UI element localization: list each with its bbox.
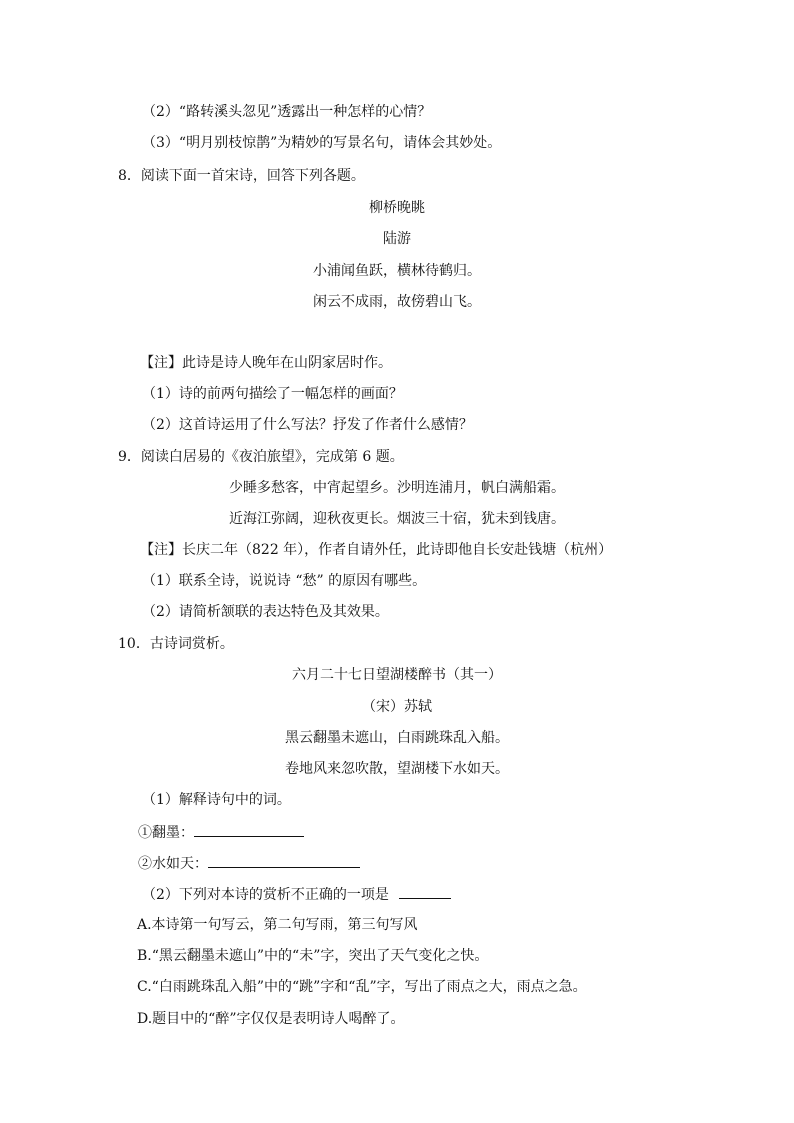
q7-sub-question-3: （3）“明月别枝惊鹊”为精妙的写景名句，请体会其妙处。	[142, 135, 502, 151]
answer-blank-2[interactable]	[208, 853, 360, 868]
q8-sub-question-1: （1）诗的前两句描绘了一幅怎样的画面？	[142, 386, 403, 402]
q8-poem-title: 柳桥晚眺	[369, 200, 425, 216]
q10-sub-question-2	[142, 884, 451, 904]
q10-poem-line-2: 卷地风来忽吹散，望湖楼下水如天。	[285, 761, 509, 777]
q10-sub-question-1: （1）解释诗句中的词。	[142, 792, 291, 808]
q9-poem-line-1: 少睡多愁客，中宵起望乡。沙明连浦月，帆白满船霜。	[229, 480, 565, 496]
q7-sub-question-2: （2）“路转溪头忽见”透露出一种怎样的心情？	[142, 104, 432, 120]
q10-option-c: C.“白雨跳珠乱入船”中的“跳”字和“乱”字，写出了雨点之大，雨点之急。	[137, 979, 587, 995]
q8-note: 【注】此诗是诗人晚年在山阴家居时作。	[140, 355, 392, 371]
q9-poem-line-2: 近海江弥阔，迎秋夜更长。烟波三十宿，犹未到钱唐。	[229, 511, 565, 527]
q9-note: 【注】长庆二年（822 年），作者自请外任，此诗即他自长安赴钱塘（杭州）	[140, 542, 613, 558]
q9-sub-question-1: （1）联系全诗，说说诗 “愁” 的原因有哪些。	[142, 573, 427, 589]
q10-option-b: B.“黑云翻墨未遮山”中的“未”字，突出了天气变化之快。	[137, 948, 489, 964]
q8-poem-line-2: 闲云不成雨，故傍碧山飞。	[313, 294, 481, 310]
q10-item-2	[138, 853, 360, 873]
q10-item-1	[138, 822, 304, 842]
q10-option-a: A.本诗第一句写云，第二句写雨，第三句写风	[137, 917, 418, 933]
answer-blank-1[interactable]	[194, 822, 304, 837]
q8-prompt: 8．阅读下面一首宋诗，回答下列各题。	[118, 168, 365, 184]
q10-poem-line-1: 黑云翻墨未遮山，白雨跳珠乱入船。	[285, 730, 509, 746]
q10-sub-question-2-text: （2）下列对本诗的赏析不正确的一项是	[142, 887, 389, 903]
q8-sub-question-2: （2）这首诗运用了什么写法？抒发了作者什么感情？	[142, 417, 473, 433]
q10-poem-author: （宋）苏轼	[362, 699, 432, 715]
q9-sub-question-2: （2）请简析颔联的表达特色及其效果。	[142, 604, 389, 620]
q8-poem-line-1: 小浦闻鱼跃，横林待鹤归。	[313, 263, 481, 279]
q9-prompt: 9．阅读白居易的《夜泊旅望》，完成第 6 题。	[118, 449, 404, 465]
q10-option-d: D.题目中的“醉”字仅仅是表明诗人喝醉了。	[137, 1011, 405, 1027]
answer-blank-3[interactable]	[399, 884, 451, 899]
q8-poem-author: 陆游	[383, 231, 411, 247]
q10-poem-title: 六月二十七日望湖楼醉书（其一）	[292, 667, 502, 683]
q10-item-1-label: ①翻墨：	[138, 825, 194, 841]
q10-item-2-label: ②水如天：	[138, 856, 208, 872]
q10-prompt: 10．古诗词赏析。	[118, 636, 234, 652]
